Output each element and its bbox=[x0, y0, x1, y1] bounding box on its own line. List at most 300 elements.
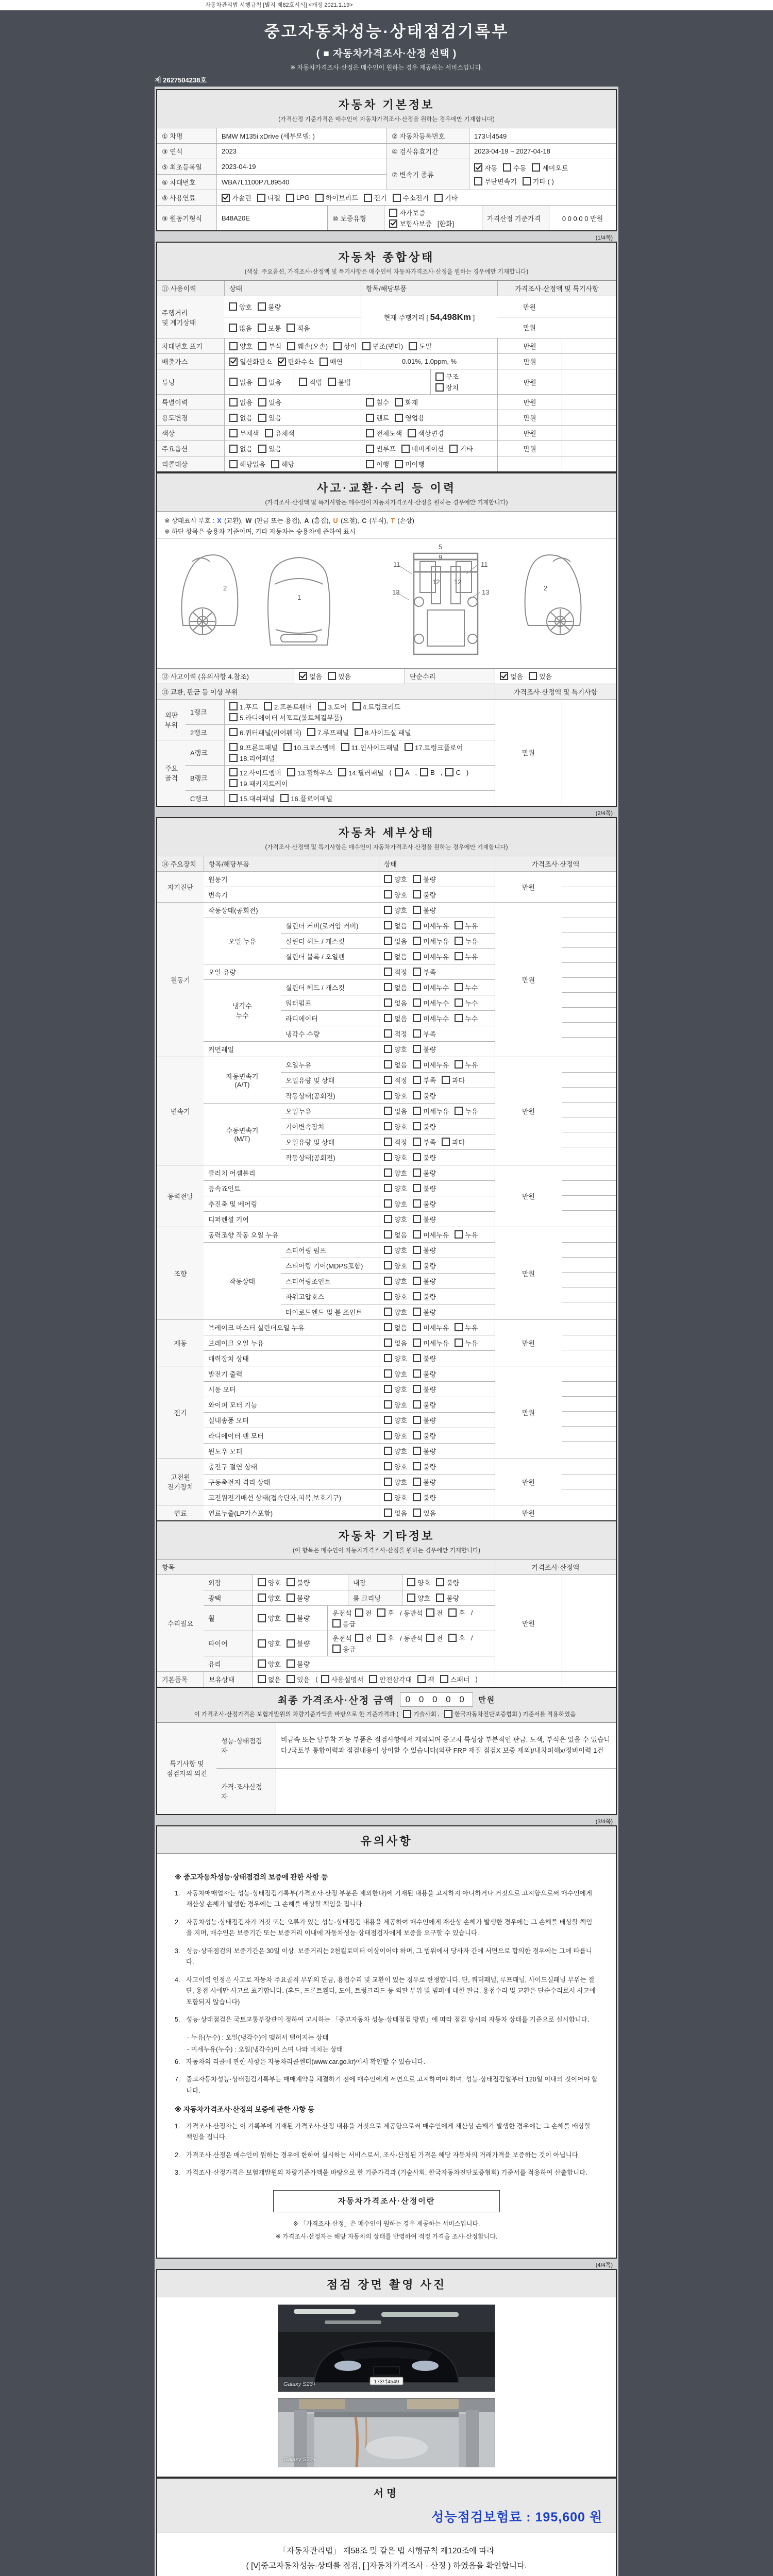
checkbox-미세누수[interactable]: 미세누수 bbox=[413, 982, 449, 992]
checkbox-18.리어패널[interactable]: 18.리어패널 bbox=[229, 753, 275, 763]
checkbox-불량[interactable]: 불량 bbox=[287, 1593, 310, 1603]
checkbox-불량[interactable]: 불량 bbox=[413, 1044, 436, 1054]
checkbox-불량[interactable]: 불량 bbox=[413, 1168, 436, 1178]
checkbox-후[interactable]: 후 bbox=[448, 1608, 465, 1618]
checkbox-양호[interactable]: 양호 bbox=[258, 1578, 281, 1587]
checkbox-불량[interactable]: 불량 bbox=[413, 1214, 436, 1224]
checkbox-불량[interactable]: 불량 bbox=[287, 1659, 310, 1669]
checkbox-양호[interactable]: 양호 bbox=[384, 1153, 407, 1162]
checkbox-스패너[interactable]: 스패너 bbox=[440, 1674, 470, 1684]
checkbox-양호[interactable]: 양호 bbox=[384, 1462, 407, 1471]
detail-title: 자동차 세부상태 bbox=[338, 826, 435, 839]
checkbox-누수[interactable]: 누수 bbox=[455, 982, 478, 992]
checkbox-자가보증[interactable]: 자가보증 bbox=[389, 208, 425, 217]
checkbox-양호[interactable]: 양호 bbox=[384, 1199, 407, 1209]
checkbox-수소전기[interactable]: 수소전기 bbox=[393, 193, 429, 202]
checkbox-누유[interactable]: 누유 bbox=[455, 921, 478, 930]
checkbox-불량[interactable]: 불량 bbox=[413, 1122, 436, 1131]
checkbox-전[interactable]: 전 bbox=[426, 1608, 443, 1618]
notices-header bbox=[157, 1826, 616, 1854]
checkbox-불량[interactable]: 불량 bbox=[413, 1353, 436, 1363]
checkbox-양호[interactable]: 양호 bbox=[384, 1276, 407, 1286]
section-overall-state bbox=[156, 242, 617, 472]
field-label: ② 자동차등록번호 bbox=[392, 132, 445, 140]
basic-info-header bbox=[157, 90, 616, 128]
checkbox-8.사이드실 패널[interactable]: 8.사이드실 패널 bbox=[355, 727, 411, 737]
field-label: ④ 검사유효기간 bbox=[392, 148, 439, 156]
checkbox-양호[interactable]: 양호 bbox=[384, 1493, 407, 1502]
final-price-label: 최종 가격조사·산정 금액 bbox=[277, 1695, 395, 1706]
checkbox-부족[interactable]: 부족 bbox=[413, 1075, 436, 1085]
checkbox-1.후드[interactable]: 1.후드 bbox=[229, 702, 258, 711]
notice-item: 5. 성능·상태점검은 국토교통부장관이 정하여 고시하는 「중고자동차 성능·상태점검 방법」에 따라 점검 당시의 자동차 상태를 기준으로 실시합니다. bbox=[175, 2016, 590, 2024]
checkbox-있음[interactable]: 있음 bbox=[413, 1508, 436, 1518]
field-value: WBA7L1100P7L89540 bbox=[222, 178, 290, 186]
checkbox-4.트렁크리드[interactable]: 4.트렁크리드 bbox=[352, 702, 401, 711]
checkbox-썬루프[interactable]: 썬루프 bbox=[366, 444, 396, 453]
checkbox-부족[interactable]: 부족 bbox=[413, 1137, 436, 1147]
checkbox-적정[interactable]: 적정 bbox=[384, 1075, 407, 1085]
checkbox-불량[interactable]: 불량 bbox=[413, 1153, 436, 1162]
checkbox-기술사회[interactable]: 기술사회 bbox=[403, 1710, 436, 1718]
svg-text:2: 2 bbox=[223, 584, 227, 592]
car-diagram-svg bbox=[162, 543, 611, 660]
checkbox-불량[interactable]: 불량 bbox=[413, 1431, 436, 1440]
checkbox-없음[interactable]: 없음 bbox=[384, 952, 407, 961]
notice-subitem: - 누유(누수) : 오일(냉각수)이 맺혀서 떨어지는 상태 bbox=[187, 2033, 329, 2041]
checkbox-불량[interactable]: 불량 bbox=[413, 1245, 436, 1255]
field-label: ⑦ 변속기 종류 bbox=[392, 171, 434, 179]
accident-header bbox=[157, 472, 616, 512]
checkbox-많음[interactable]: 많음 bbox=[229, 323, 252, 333]
overall-title: 자동차 종합상태 bbox=[338, 251, 435, 264]
checkbox-누유[interactable]: 누유 bbox=[455, 952, 478, 961]
checkbox-불량[interactable]: 불량 bbox=[287, 1613, 310, 1623]
checkbox-불량[interactable]: 불량 bbox=[413, 874, 436, 884]
checkbox-기타[interactable]: 기타 bbox=[434, 193, 458, 202]
checkbox-양호[interactable]: 양호 bbox=[258, 1613, 281, 1623]
checkbox-양호[interactable]: 양호 bbox=[258, 1638, 281, 1648]
document-subtitle-note: ※ 자동차가격조사·산정은 매수인이 원하는 경우 제공하는 서비스입니다. bbox=[290, 64, 483, 71]
checkbox-없음[interactable]: 없음 bbox=[299, 671, 322, 681]
svg-text:9: 9 bbox=[439, 553, 443, 561]
checkbox-양호[interactable]: 양호 bbox=[407, 1593, 430, 1603]
confirmation-line-1: 「자동차관리법」 제58조 및 같은 법 시행규칙 제120조에 따라 bbox=[278, 2546, 495, 2555]
checkbox-양호[interactable]: 양호 bbox=[384, 905, 407, 915]
checkbox-한국자동차진단보증협회[interactable]: 한국자동차진단보증협회 bbox=[444, 1710, 517, 1718]
checkbox-누유[interactable]: 누유 bbox=[455, 1230, 478, 1240]
field-label: ⑨ 원동기형식 bbox=[162, 214, 203, 223]
checkbox-침수[interactable]: 침수 bbox=[366, 397, 389, 407]
checkbox-과다[interactable]: 과다 bbox=[442, 1075, 465, 1085]
checkbox-불량[interactable]: 불량 bbox=[413, 1462, 436, 1471]
checkbox-없음[interactable]: 없음 bbox=[384, 998, 407, 1008]
checkbox-C[interactable]: C bbox=[445, 768, 460, 776]
checkbox-양호[interactable]: 양호 bbox=[384, 1214, 407, 1224]
checkbox-영업용[interactable]: 영업용 bbox=[395, 413, 425, 422]
section-notices bbox=[156, 1825, 617, 2259]
checkbox-불량[interactable]: 불량 bbox=[413, 1400, 436, 1410]
checkbox-네비게이션[interactable]: 네비게이션 bbox=[401, 444, 444, 453]
checkbox-양호[interactable]: 양호 bbox=[384, 1477, 407, 1487]
form-regulation-note: 자동차관리법 시행규칙 [별지 제82호서식] <개정 2021.1.19> bbox=[0, 0, 773, 10]
svg-text:1: 1 bbox=[297, 593, 301, 601]
checkbox-색상변경[interactable]: 색상변경 bbox=[408, 428, 444, 438]
checkbox-14.필러패널[interactable]: 14.필러패널 bbox=[338, 768, 383, 777]
svg-text:13: 13 bbox=[392, 588, 400, 596]
checkbox-수동[interactable]: 수동 bbox=[503, 163, 526, 173]
checkbox-15.대쉬패널[interactable]: 15.대쉬패널 bbox=[229, 793, 275, 803]
checkbox-디젤[interactable]: 디젤 bbox=[257, 193, 280, 202]
checkbox-매연[interactable]: 매연 bbox=[320, 357, 343, 366]
checkbox-없음[interactable]: 없음 bbox=[384, 982, 407, 992]
checkbox-양호[interactable]: 양호 bbox=[384, 1183, 407, 1193]
svg-text:12: 12 bbox=[432, 578, 440, 586]
notice-item: 7. 중고자동차성능·상태점검기록부는 매매계약을 체결하기 전에 매수인에게 서면으로 고지하여야 하며, 성능·상태점검일부터 120일 이내의 것이어야 합니다. bbox=[175, 2076, 598, 2094]
inspector-remark: 비금속 또는 탈부착 가능 부품은 점검사항에서 제외되며 중고차 특성상 부분적인 판금, 도색, 부식은 있을 수 있습니다./국토부 통합이력과 점검내용이 상이할 수 있습니다(외판 FRP 재질 점검X 보증 제외)/내차피해x/정비이력 1건 bbox=[281, 1735, 611, 1754]
checkbox-부족[interactable]: 부족 bbox=[413, 967, 436, 977]
checkbox-누수[interactable]: 누수 bbox=[455, 1013, 478, 1023]
checkbox-가솔린[interactable]: 가솔린 bbox=[222, 193, 251, 202]
document-serial: 제 2627504238호 bbox=[155, 76, 207, 84]
svg-text:5: 5 bbox=[439, 543, 443, 551]
checkbox-9.프론트패널[interactable]: 9.프론트패널 bbox=[229, 742, 278, 752]
checkbox-미세누유[interactable]: 미세누유 bbox=[413, 1338, 449, 1348]
checkbox-미세누유[interactable]: 미세누유 bbox=[413, 1323, 449, 1332]
svg-text:12: 12 bbox=[454, 578, 462, 586]
checkbox-양호[interactable]: 양호 bbox=[384, 1245, 407, 1255]
checkbox-전[interactable]: 전 bbox=[426, 1633, 443, 1643]
checkbox-적정[interactable]: 적정 bbox=[384, 967, 407, 977]
checkbox-양호[interactable]: 양호 bbox=[229, 302, 252, 312]
field-value: 173너4549 bbox=[474, 132, 507, 140]
checkbox-불량[interactable]: 불량 bbox=[413, 1493, 436, 1502]
checkbox-있음[interactable]: 있음 bbox=[258, 413, 281, 422]
checkbox-LPG[interactable]: LPG bbox=[286, 194, 310, 202]
detail-note: (가격조사·산정액 및 특기사항은 매수인이 자동차가격조사·산정을 원하는 경우에만 기재합니다) bbox=[265, 844, 508, 851]
final-price-note: 이 가격조사·산정가격은 보험개발원의 차량기준가액을 바탕으로 한 기준가격과 ( 기술사회 , 한국자동차진단보증협회 ) 기준서를 적용하였음 bbox=[194, 1710, 576, 1718]
checkbox-불량[interactable]: 불량 bbox=[413, 1446, 436, 1456]
checkbox-있음[interactable]: 있음 bbox=[529, 671, 552, 681]
state-symbol-legend: ※ 상태표시 부호 : X (교환), W (판금 또는 용접), A (흠집), U (요철), C (부식), T (손상) bbox=[164, 517, 414, 524]
field-value: 2023-04-19 ~ 2027-04-18 bbox=[474, 147, 550, 155]
field-value: 2023 bbox=[222, 147, 237, 155]
page-marker-4: (4/4쪽) bbox=[595, 2262, 613, 2268]
checkbox-있음[interactable]: 있음 bbox=[287, 1674, 310, 1684]
legend-symbol-C: C bbox=[362, 517, 367, 524]
checkbox-양호[interactable]: 양호 bbox=[384, 1369, 407, 1379]
checkbox-있음[interactable]: 있음 bbox=[258, 377, 281, 387]
inspection-photo-front bbox=[278, 2304, 495, 2392]
overall-table: ⑪ 사용이력 상태 항목/해당부품 가격조사·산정액 및 특기사항 주행거리 및 계기상태 양호 불량 많음 보통 적음 현재 주행거리 [ 54,498Km ] 만원 만원 차대번호 표기 양호 부식 훼손(오손) 상이 변조(변타) 도말 만원 배출가스 일산화탄소 탄화수소 매연 0.01%, 1.0ppm, % 만원 튜닝 없음 있음 적법 불법 구조 장치 만원 특별이력 없음 있음 침수 화재 만원 용도변경 없음 있음 렌트 영업용 만원 색상 무채색 유채색 전체도색 색상변경 만원 주요옵션 없음 있음 썬루프 네비게이션 기타 만원 리콜대상 해당없음 해당 이행 미이행 bbox=[157, 281, 616, 471]
checkbox-장치[interactable]: 장치 bbox=[435, 382, 459, 392]
checkbox-양호[interactable]: 양호 bbox=[407, 1578, 430, 1587]
checkbox-양호[interactable]: 양호 bbox=[384, 1384, 407, 1394]
checkbox-양호[interactable]: 양호 bbox=[384, 1353, 407, 1363]
checkbox-전기[interactable]: 전기 bbox=[364, 193, 387, 202]
notice-item: 2. 자동차성능·상태점검자가 거짓 또는 오류가 있는 성능·상태점검 내용을 제공하여 매수인에게 재산상 손해가 발생한 경우에는 그 손해를 배상할 책임을 지며, 매수인은 보증기간 또는 보증거리 이내에 자동차성능·상태점검자에게 보증을 요구할 수 있습니다. bbox=[175, 1918, 593, 1937]
checkbox-양호[interactable]: 양호 bbox=[384, 1044, 407, 1054]
checkbox-없음[interactable]: 없음 bbox=[384, 1230, 407, 1240]
checkbox-사용설명서[interactable]: 사용설명서 bbox=[321, 1674, 364, 1684]
page-marker-2: (2/4쪽) bbox=[595, 810, 613, 817]
checkbox-누유[interactable]: 누유 bbox=[455, 1060, 478, 1070]
section-photos bbox=[156, 2269, 617, 2478]
checkbox-없음[interactable]: 없음 bbox=[258, 1674, 281, 1684]
checkbox-이행[interactable]: 이행 bbox=[366, 459, 389, 469]
checkbox-해당없음[interactable]: 해당없음 bbox=[229, 459, 265, 469]
photos-header bbox=[157, 2270, 616, 2297]
checkbox-없음[interactable]: 없음 bbox=[229, 377, 253, 387]
legend-symbol-T: T bbox=[391, 517, 395, 524]
checkbox-있음[interactable]: 있음 bbox=[258, 397, 281, 407]
document-header bbox=[0, 10, 773, 72]
checkbox-미세누유[interactable]: 미세누유 bbox=[413, 1060, 449, 1070]
checkbox-6.쿼터패널(리어휀더)[interactable]: 6.쿼터패널(리어휀더) bbox=[229, 727, 301, 737]
checkbox-불량[interactable]: 불량 bbox=[413, 1477, 436, 1487]
etc-note: (이 항목은 매수인이 자동차가격조사·산정을 원하는 경우에만 기재합니다) bbox=[293, 1547, 480, 1554]
legend-note: ※ 하단 항목은 승용차 기준이며, 기타 자동차는 승용차에 준하여 표시 bbox=[164, 528, 356, 536]
checkbox-누유[interactable]: 누유 bbox=[455, 1106, 478, 1116]
checkbox-양호[interactable]: 양호 bbox=[384, 874, 407, 884]
checkbox-누유[interactable]: 누유 bbox=[455, 1338, 478, 1348]
checkbox-누수[interactable]: 누수 bbox=[455, 998, 478, 1008]
checkbox-보험사보증[interactable]: 보험사보증 bbox=[389, 218, 432, 228]
checkbox-없음[interactable]: 없음 bbox=[384, 1013, 407, 1023]
checkbox-19.패키지트레이[interactable]: 19.패키지트레이 bbox=[229, 778, 288, 788]
checkbox-일산화탄소[interactable]: 일산화탄소 bbox=[229, 357, 272, 366]
checkbox-변조(변타)[interactable]: 변조(변타) bbox=[362, 341, 403, 351]
checkbox-응급[interactable]: 응급 bbox=[332, 1619, 356, 1629]
basic-info-title: 자동차 기본정보 bbox=[338, 98, 435, 111]
confirmation-statement bbox=[157, 2533, 616, 2576]
checkbox-미세누수[interactable]: 미세누수 bbox=[413, 998, 449, 1008]
price-survey-box-note: ※ 가격조사·산정자는 해당 자동차의 상태를 반영하여 적정 가격을 조사·산정합니다. bbox=[275, 2233, 498, 2241]
checkbox-세미오토[interactable]: 세미오토 bbox=[532, 163, 568, 173]
photo-watermark-1: Galaxy S23+ bbox=[283, 2381, 316, 2387]
checkbox-불량[interactable]: 불량 bbox=[413, 1415, 436, 1425]
checkbox-13.휠하우스[interactable]: 13.휠하우스 bbox=[287, 768, 332, 777]
checkbox-잭[interactable]: 잭 bbox=[417, 1674, 434, 1684]
checkbox-양호[interactable]: 양호 bbox=[384, 1122, 407, 1131]
checkbox-불량[interactable]: 불량 bbox=[413, 1384, 436, 1394]
checkbox-불량[interactable]: 불량 bbox=[413, 905, 436, 915]
field-label: ⑧ 사용연료 bbox=[162, 194, 196, 202]
checkbox-불량[interactable]: 불량 bbox=[413, 1199, 436, 1209]
checkbox-양호[interactable]: 양호 bbox=[258, 1593, 281, 1603]
checkbox-불량[interactable]: 불량 bbox=[287, 1578, 310, 1587]
performance-insurance-fee: 성능점검보험료 : 195,600 원 bbox=[431, 2510, 602, 2524]
legend-symbol-W: W bbox=[245, 517, 252, 524]
checkbox-보통[interactable]: 보통 bbox=[258, 323, 281, 333]
checkbox-전[interactable]: 전 bbox=[355, 1608, 372, 1618]
checkbox-안전삼각대[interactable]: 안전삼각대 bbox=[369, 1674, 412, 1684]
checkbox-없음[interactable]: 없음 bbox=[384, 936, 407, 946]
checkbox-없음[interactable]: 없음 bbox=[384, 1106, 407, 1116]
section-accident-history bbox=[156, 472, 617, 807]
checkbox-미세누수[interactable]: 미세누수 bbox=[413, 1013, 449, 1023]
checkbox-12.사이드멤버[interactable]: 12.사이드멤버 bbox=[229, 768, 281, 777]
checkbox-후[interactable]: 후 bbox=[377, 1608, 394, 1618]
section-detail-state bbox=[156, 817, 617, 1815]
confirmation-line-2: ( [V]중고자동차성능·상태를 점검, [ ]자동차가격조사 · 산정 ) 하였음을 확인합니다. bbox=[246, 2562, 527, 2571]
checkbox-자동[interactable]: 자동 bbox=[474, 163, 497, 173]
checkbox-양호[interactable]: 양호 bbox=[384, 890, 407, 900]
checkbox-적정[interactable]: 적정 bbox=[384, 1137, 407, 1147]
checkbox-훼손(오손)[interactable]: 훼손(오손) bbox=[287, 341, 328, 351]
checkbox-화재[interactable]: 화재 bbox=[395, 397, 418, 407]
etc-table: 항목 가격조사·산정액 수리필요 외장 양호 불량 내장 양호 불량 광택 양호 불량 룸 크리닝 양호 불량 휠 양호 불량 운전석 전 후 / 동반석 전 후 / 응급 타이어 양호 불량 운전석 전 후 / 동반석 전 후 / 응급 유리 양호 불량 만원 기본품목 보유상태 없음 있음 ( 사용설명서 안전삼각대 잭 스패너 ) bbox=[157, 1560, 616, 1687]
checkbox-없음[interactable]: 없음 bbox=[229, 444, 253, 453]
checkbox-하이브리드[interactable]: 하이브리드 bbox=[315, 193, 358, 202]
checkbox-미세누유[interactable]: 미세누유 bbox=[413, 1230, 449, 1240]
checkbox-후[interactable]: 후 bbox=[377, 1633, 394, 1643]
checkbox-7.루프패널[interactable]: 7.루프패널 bbox=[307, 727, 349, 737]
checkbox-기타[interactable]: 기타 bbox=[449, 444, 473, 453]
notice-item: 1. 가격조사·산정자는 이 기록부에 기재된 가격조사·산정 내용을 거짓으로 제공함으로써 매수인에게 재산상 손해가 발생한 경우에는 그 손해를 배상할 책임을 집니다. bbox=[175, 2122, 591, 2141]
checkbox-B[interactable]: B bbox=[420, 768, 435, 776]
checkbox-없음[interactable]: 없음 bbox=[384, 1323, 407, 1332]
basic-info-table: ① 차명 BMW M135i xDrive (세부모델: ) ② 자동차등록번호 173너4549 ③ 연식 2023 ④ 검사유효기간 2023-04-19 ~ 2027-04-18 ⑤ 최초등록일 2023-04-19 ⑥ 차대번호 WBA7L1100P7L89540 ⑦ 변속기 종류 자동 수동 세미오토 무단변속기 기타 ( ) ⑧ 사용연료 가솔린 디젤 LPG 하이브리드 전기 수소전기 기타 ⑨ 원동기형식 B48A20E ⑩ 보증유형 자가보증 보험사보증 [한화] 가격산정 기준가격 0 0 0 0 0 만원 bbox=[157, 128, 616, 230]
checkbox-10.크로스멤버[interactable]: 10.크로스멤버 bbox=[283, 742, 335, 752]
page-marker-3: (3/4쪽) bbox=[595, 1818, 613, 1825]
checkbox-양호[interactable]: 양호 bbox=[258, 1659, 281, 1669]
checkbox-불량[interactable]: 불량 bbox=[413, 1183, 436, 1193]
checkbox-불량[interactable]: 불량 bbox=[258, 302, 281, 312]
legend-symbol-X: X bbox=[217, 517, 222, 524]
checkbox-3.도어[interactable]: 3.도어 bbox=[318, 702, 347, 711]
checkbox-미세누유[interactable]: 미세누유 bbox=[413, 952, 449, 961]
signature-band bbox=[157, 2479, 616, 2533]
checkbox-없음[interactable]: 없음 bbox=[384, 1060, 407, 1070]
checkbox-양호[interactable]: 양호 bbox=[384, 1400, 407, 1410]
checkbox-없음[interactable]: 없음 bbox=[384, 1508, 407, 1518]
checkbox-양호[interactable]: 양호 bbox=[384, 1431, 407, 1440]
checkbox-상이[interactable]: 상이 bbox=[333, 341, 357, 351]
accident-note: (가격조사·산정액 및 특기사항은 매수인이 자동차가격조사·산정을 원하는 경우에만 기재합니다) bbox=[265, 500, 508, 506]
basic-info-note: (가격산정 기준가격은 매수인이 자동차가격조사·산정을 원하는 경우에만 기재합니다) bbox=[278, 116, 495, 123]
checkbox-렌트[interactable]: 렌트 bbox=[366, 413, 389, 422]
field-label: ① 차명 bbox=[162, 132, 183, 140]
checkbox-누유[interactable]: 누유 bbox=[455, 936, 478, 946]
checkbox-해당[interactable]: 해당 bbox=[271, 459, 294, 469]
checkbox-구조[interactable]: 구조 bbox=[435, 371, 459, 381]
checkbox-무단변속기[interactable]: 무단변속기 bbox=[474, 176, 517, 186]
svg-text:11: 11 bbox=[481, 560, 488, 568]
form-paper bbox=[155, 87, 618, 2576]
checkbox-부족[interactable]: 부족 bbox=[413, 1029, 436, 1039]
checkbox-양호[interactable]: 양호 bbox=[384, 1446, 407, 1456]
section-signature bbox=[156, 2478, 617, 2576]
price-survey-box-title: 자동차가격조사·산정이란 bbox=[273, 2190, 500, 2213]
base-price-value: 0 0 0 0 0 만원 bbox=[562, 214, 603, 223]
field-label: ⑩ 보증유형 bbox=[332, 214, 366, 223]
checkbox-적정[interactable]: 적정 bbox=[384, 1029, 407, 1039]
remarks-table: 특기사항 및 점검자의 의견 성능·상태점검 자 비금속 또는 탈부착 가능 부품은 점검사항에서 제외되며 중고차 특성상 부분적인 판금, 도색, 부식은 있을 수 있습니다./국토부 통합이력과 점검내용이 상이할 수 있습니다(외판 FRP 재질 점검X 보증 제외)/내차피해x/정비이력 1건 가격·조사산정 자 bbox=[157, 1722, 616, 1814]
checkbox-후[interactable]: 후 bbox=[448, 1633, 465, 1643]
checkbox-양호[interactable]: 양호 bbox=[384, 1415, 407, 1425]
checkbox-양호[interactable]: 양호 bbox=[384, 1261, 407, 1270]
notices-title: 유의사항 bbox=[360, 1834, 413, 1848]
checkbox-미이행[interactable]: 미이행 bbox=[395, 459, 425, 469]
checkbox-불량[interactable]: 불량 bbox=[287, 1638, 310, 1648]
final-price-unit: 만원 bbox=[478, 1696, 496, 1705]
checkbox-불량[interactable]: 불량 bbox=[413, 1276, 436, 1286]
checkbox-불량[interactable]: 불량 bbox=[413, 1369, 436, 1379]
final-price-digits: 0 0 0 0 0 bbox=[400, 1692, 473, 1707]
checkbox-불량[interactable]: 불량 bbox=[413, 890, 436, 900]
section-basic-info bbox=[156, 89, 617, 231]
checkbox-16.플로어패널[interactable]: 16.플로어패널 bbox=[280, 793, 332, 803]
checkbox-불량[interactable]: 불량 bbox=[436, 1593, 459, 1603]
checkbox-불량[interactable]: 불량 bbox=[413, 1261, 436, 1270]
checkbox-양호[interactable]: 양호 bbox=[384, 1091, 407, 1100]
checkbox-응급[interactable]: 응급 bbox=[332, 1644, 356, 1654]
checkbox-무채색[interactable]: 무채색 bbox=[229, 428, 259, 438]
document-title: 중고자동차성능·상태점검기록부 bbox=[264, 23, 509, 41]
svg-text:13: 13 bbox=[482, 588, 490, 596]
checkbox-2.프론트휀더[interactable]: 2.프론트휀더 bbox=[264, 702, 312, 711]
checkbox-17.트렁크플로어[interactable]: 17.트렁크플로어 bbox=[405, 742, 463, 752]
checkbox-11.인사이드패널[interactable]: 11.인사이드패널 bbox=[341, 742, 399, 752]
field-label: 가격산정 기준가격 bbox=[487, 214, 541, 223]
checkbox-없음[interactable]: 없음 bbox=[229, 397, 253, 407]
checkbox-있음[interactable]: 있음 bbox=[328, 671, 351, 681]
checkbox-미세누유[interactable]: 미세누유 bbox=[413, 936, 449, 946]
etc-header bbox=[157, 1520, 616, 1560]
checkbox-기타 ( )[interactable]: 기타 ( ) bbox=[523, 176, 554, 186]
checkbox-없음[interactable]: 없음 bbox=[384, 1338, 407, 1348]
checkbox-부식[interactable]: 부식 bbox=[258, 341, 281, 351]
checkbox-탄화수소[interactable]: 탄화수소 bbox=[278, 357, 314, 366]
field-value: BMW M135i xDrive (세부모델: ) bbox=[222, 132, 315, 140]
notice-item: 3. 가격조사·산정가격은 보험개발원의 차량기준가액을 바탕으로 한 기준가격과 (기술사회, 한국자동차진단보증협회) 기준서를 적용하여 산출합니다. bbox=[175, 2169, 587, 2177]
accident-title: 사고·교환·수리 등 이력 bbox=[316, 482, 457, 495]
field-value: B48A20E bbox=[222, 214, 250, 222]
checkbox-양호[interactable]: 양호 bbox=[384, 1168, 407, 1178]
checkbox-불량[interactable]: 불량 bbox=[436, 1578, 459, 1587]
checkbox-없음[interactable]: 없음 bbox=[384, 921, 407, 930]
checkbox-5.라디에이터 서포트(볼트체결부품)[interactable]: 5.라디에이터 서포트(볼트체결부품) bbox=[229, 713, 342, 722]
price-survey-box-note: ※ 「가격조사·산정」은 매수인이 원하는 경우 제공하는 서비스입니다. bbox=[293, 2220, 480, 2228]
checkbox-없음[interactable]: 없음 bbox=[229, 413, 253, 422]
checkbox-양호[interactable]: 양호 bbox=[384, 1292, 407, 1301]
checkbox-있음[interactable]: 있음 bbox=[258, 444, 281, 453]
checkbox-불량[interactable]: 불량 bbox=[413, 1307, 436, 1317]
checkbox-적법[interactable]: 적법 bbox=[299, 377, 322, 387]
checkbox-미세누유[interactable]: 미세누유 bbox=[413, 1106, 449, 1116]
inspection-photo-underbody bbox=[278, 2398, 495, 2467]
checkbox-누유[interactable]: 누유 bbox=[455, 1323, 478, 1332]
checkbox-불량[interactable]: 불량 bbox=[413, 1292, 436, 1301]
checkbox-미세누유[interactable]: 미세누유 bbox=[413, 921, 449, 930]
checkbox-불법[interactable]: 불법 bbox=[328, 377, 351, 387]
checkbox-A[interactable]: A bbox=[395, 768, 410, 776]
checkbox-적음[interactable]: 적음 bbox=[287, 323, 310, 333]
checkbox-양호[interactable]: 양호 bbox=[384, 1307, 407, 1317]
checkbox-없음[interactable]: 없음 bbox=[500, 671, 523, 681]
checkbox-도말[interactable]: 도말 bbox=[409, 341, 432, 351]
checkbox-전체도색[interactable]: 전체도색 bbox=[366, 428, 402, 438]
checkbox-유채색[interactable]: 유채색 bbox=[265, 428, 295, 438]
checkbox-전[interactable]: 전 bbox=[355, 1633, 372, 1643]
checkbox-과다[interactable]: 과다 bbox=[442, 1137, 465, 1147]
checkbox-불량[interactable]: 불량 bbox=[413, 1091, 436, 1100]
field-label: ⑤ 최초등록일 bbox=[162, 163, 203, 171]
field-label: ⑥ 차대번호 bbox=[162, 179, 196, 187]
checkbox-양호[interactable]: 양호 bbox=[229, 341, 253, 351]
overall-note: (색상, 주요옵션, 가격조사·산정액 및 특기사항은 매수인이 자동차가격조사·산정을 원하는 경우에만 기재합니다) bbox=[244, 269, 529, 275]
